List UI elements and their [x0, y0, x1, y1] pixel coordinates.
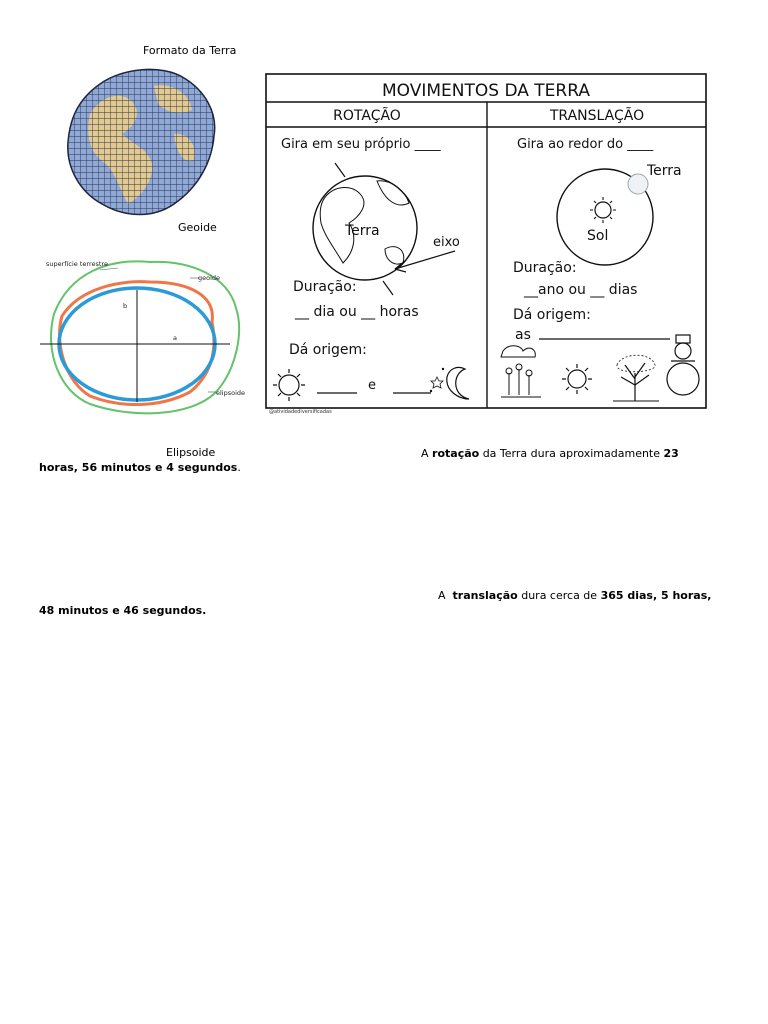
geoid-caption: Geoide — [178, 221, 217, 234]
rotation-origin-label: Dá origem: — [289, 342, 367, 358]
translation-header: TRANSLAÇÃO — [549, 108, 645, 124]
translation-bold-2: 365 dias, 5 horas, — [600, 589, 712, 602]
translation-bold-1: translação — [452, 589, 518, 602]
rotation-axis-label: eixo — [433, 235, 460, 250]
rotation-duration-blanks: __ dia ou __ horas — [295, 304, 419, 320]
geoid-diagram-label: geoide — [198, 274, 221, 282]
small-earth-icon — [628, 174, 648, 194]
rotation-conj: e — [368, 378, 376, 393]
translation-bold-3: 48 minutos e 46 segundos. — [39, 604, 207, 617]
rotation-text-3: . — [237, 461, 241, 474]
rotation-duration-label: Duração: — [293, 279, 357, 295]
translation-paragraph-line2 — [39, 603, 206, 618]
ellipsoid-diagram — [40, 252, 250, 422]
translation-origin-blank: as — [515, 327, 531, 343]
rotation-text-1: A — [421, 447, 433, 460]
worksheet — [265, 73, 710, 415]
shape-title: Formato da Terra — [143, 44, 237, 57]
rotation-bold-3: horas, 56 minutos e 4 segundos — [39, 461, 238, 474]
rotation-text-2: da Terra dura aproximadamente — [479, 447, 664, 460]
rotation-bold-2: 23 — [663, 447, 679, 460]
translation-origin-label: Dá origem: — [513, 307, 591, 323]
rotation-paragraph-line1 — [421, 446, 679, 461]
translation-line1: Gira ao redor do ____ — [517, 137, 654, 152]
axis-a-label: a — [173, 334, 177, 342]
worksheet-title: MOVIMENTOS DA TERRA — [382, 81, 590, 101]
translation-duration-label: Duração: — [513, 260, 577, 276]
rotation-line1: Gira em seu próprio ____ — [281, 137, 441, 152]
geoid-image — [62, 64, 220, 222]
ellipsoid-diagram-label: elipsoide — [216, 389, 246, 397]
translation-sun-label: Sol — [587, 228, 609, 244]
translation-earth-label: Terra — [647, 163, 682, 179]
ellipsoid-caption: Elipsoide — [166, 446, 216, 459]
translation-paragraph-line1 — [438, 588, 711, 603]
axis-b-label: b — [123, 302, 128, 310]
translation-text-2: dura cerca de — [517, 589, 601, 602]
worksheet-credit: @atividadediversificadas — [269, 409, 332, 415]
translation-text-1: A — [438, 589, 453, 602]
rotation-paragraph-line2 — [39, 460, 241, 475]
surface-label: superfície terrestre — [46, 260, 108, 268]
rotation-header: ROTAÇÃO — [333, 108, 401, 124]
translation-duration-blanks: __ano ou __ dias — [524, 282, 638, 298]
rotation-bold-1: rotação — [432, 447, 480, 460]
rotation-earth-label: Terra — [345, 223, 380, 239]
